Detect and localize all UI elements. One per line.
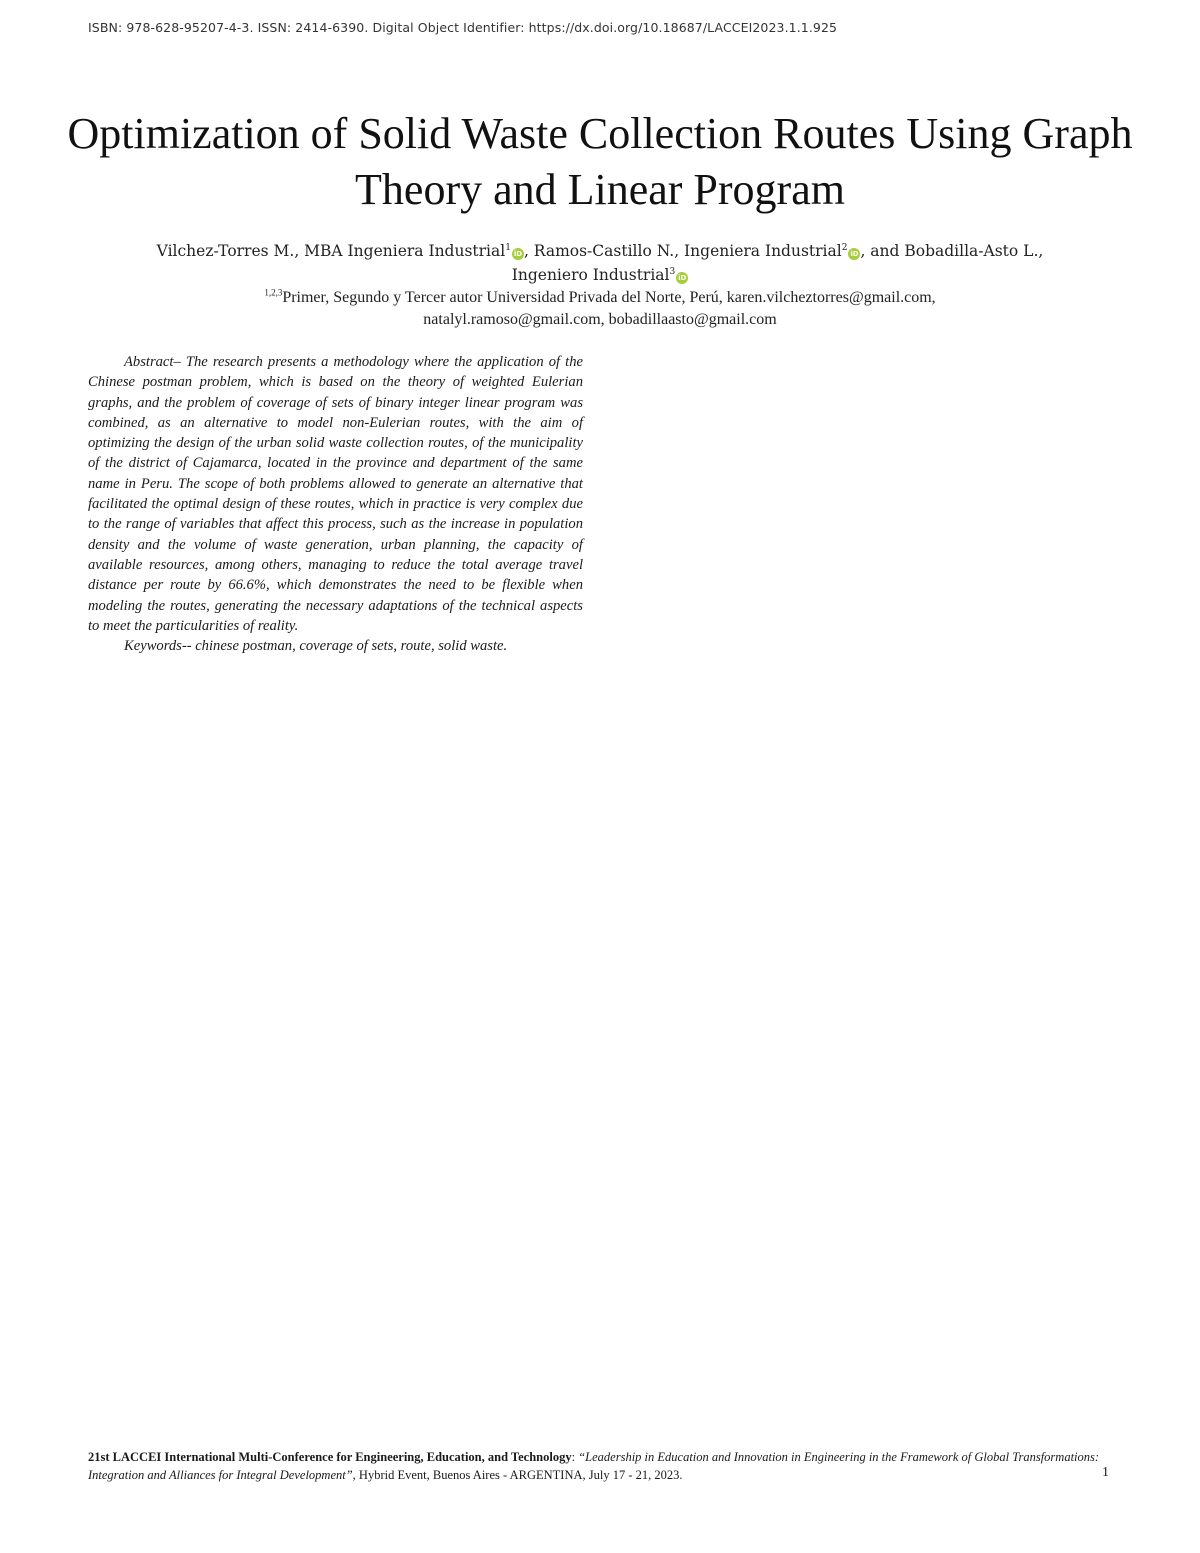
conference-footer — [88, 1448, 1113, 1484]
author-2: Ramos-Castillo N., Ingeniera Industrial — [533, 242, 842, 260]
affiliation-marks: 1,2,3 — [264, 287, 283, 298]
author-1: Vilchez-Torres M., MBA Ingeniera Industrial — [156, 242, 506, 260]
identifier-line: ISBN: 978-628-95207-4-3. ISSN: 2414-6390. Digital Object Identifier: https://dx.doi.org/10.18687/LACCEI2023.1.1.925 — [88, 20, 838, 35]
conference-event: , Hybrid Event, Buenos Aires - ARGENTINA, July 17 - 21, 2023. — [352, 1468, 683, 1482]
orcid-icon[interactable]: iD — [850, 250, 859, 258]
author-separator: , — [523, 242, 534, 260]
orcid-icon[interactable]: iD — [513, 250, 523, 258]
page-number: 1 — [1102, 1465, 1109, 1480]
paper-title: Optimization of Solid Waste Collection Routes Using Graph Theory and Linear Program — [67, 109, 1133, 214]
abstract-section — [88, 352, 583, 656]
orcid-icon[interactable]: iD — [678, 274, 687, 282]
conference-name: 21st LACCEI International Multi-Conference for Engineering, Education, and Technology — [88, 1450, 572, 1464]
author-3-role: Ingeniero Industrial — [511, 266, 670, 284]
affiliation-line-2: natalyl.ramoso@gmail.com, bobadillaasto@gmail.com — [423, 311, 777, 328]
author-separator: , and — [860, 242, 905, 260]
author-2-affil-mark: 2 — [841, 242, 848, 253]
keywords-text: Keywords-- chinese postman, coverage of sets, route, solid waste. — [124, 638, 508, 655]
author-list — [60, 239, 1140, 287]
conference-theme: “Leadership in Education and Innovation in Engineering in the Framework of Global Transformations: Integration and Alliances for Integral Development” — [88, 1450, 1100, 1482]
footer-colon: : — [571, 1450, 579, 1464]
author-3: Bobadilla-Asto L., — [904, 242, 1044, 260]
affiliation-line-1: Primer, Segundo y Tercer autor Universidad Privada del Norte, Perú, karen.vilcheztorres@gmail.com, — [282, 289, 936, 306]
affiliation-block — [60, 287, 1140, 331]
author-3-affil-mark: 3 — [669, 266, 676, 277]
author-1-affil-mark: 1 — [505, 242, 511, 253]
abstract-text: Abstract– The research presents a methodology where the application of the Chinese postman problem, which is based on the theory of weighted Eulerian graphs, and the problem of coverage of sets of binary integer linear program was combined, as an alternative to model non-Eulerian routes, with the aim of optimizing the design of the urban solid waste collection routes, of the municipality of the district of Cajamarca, located in the province and department of the same name in Peru. The scope of both problems allowed to generate an alternative that facilitated the optimal design of these routes, which in practice is very complex due to the range of variables that affect this process, such as the increase in population density and the volume of waste generation, urban planning, the capacity of available resources, among others, managing to reduce the total average travel distance per route by 66.6%, which demonstrates the need to be flexible when modeling the routes, generating the necessary adaptations of the technical aspects to meet the particularities of reality. — [88, 354, 583, 634]
